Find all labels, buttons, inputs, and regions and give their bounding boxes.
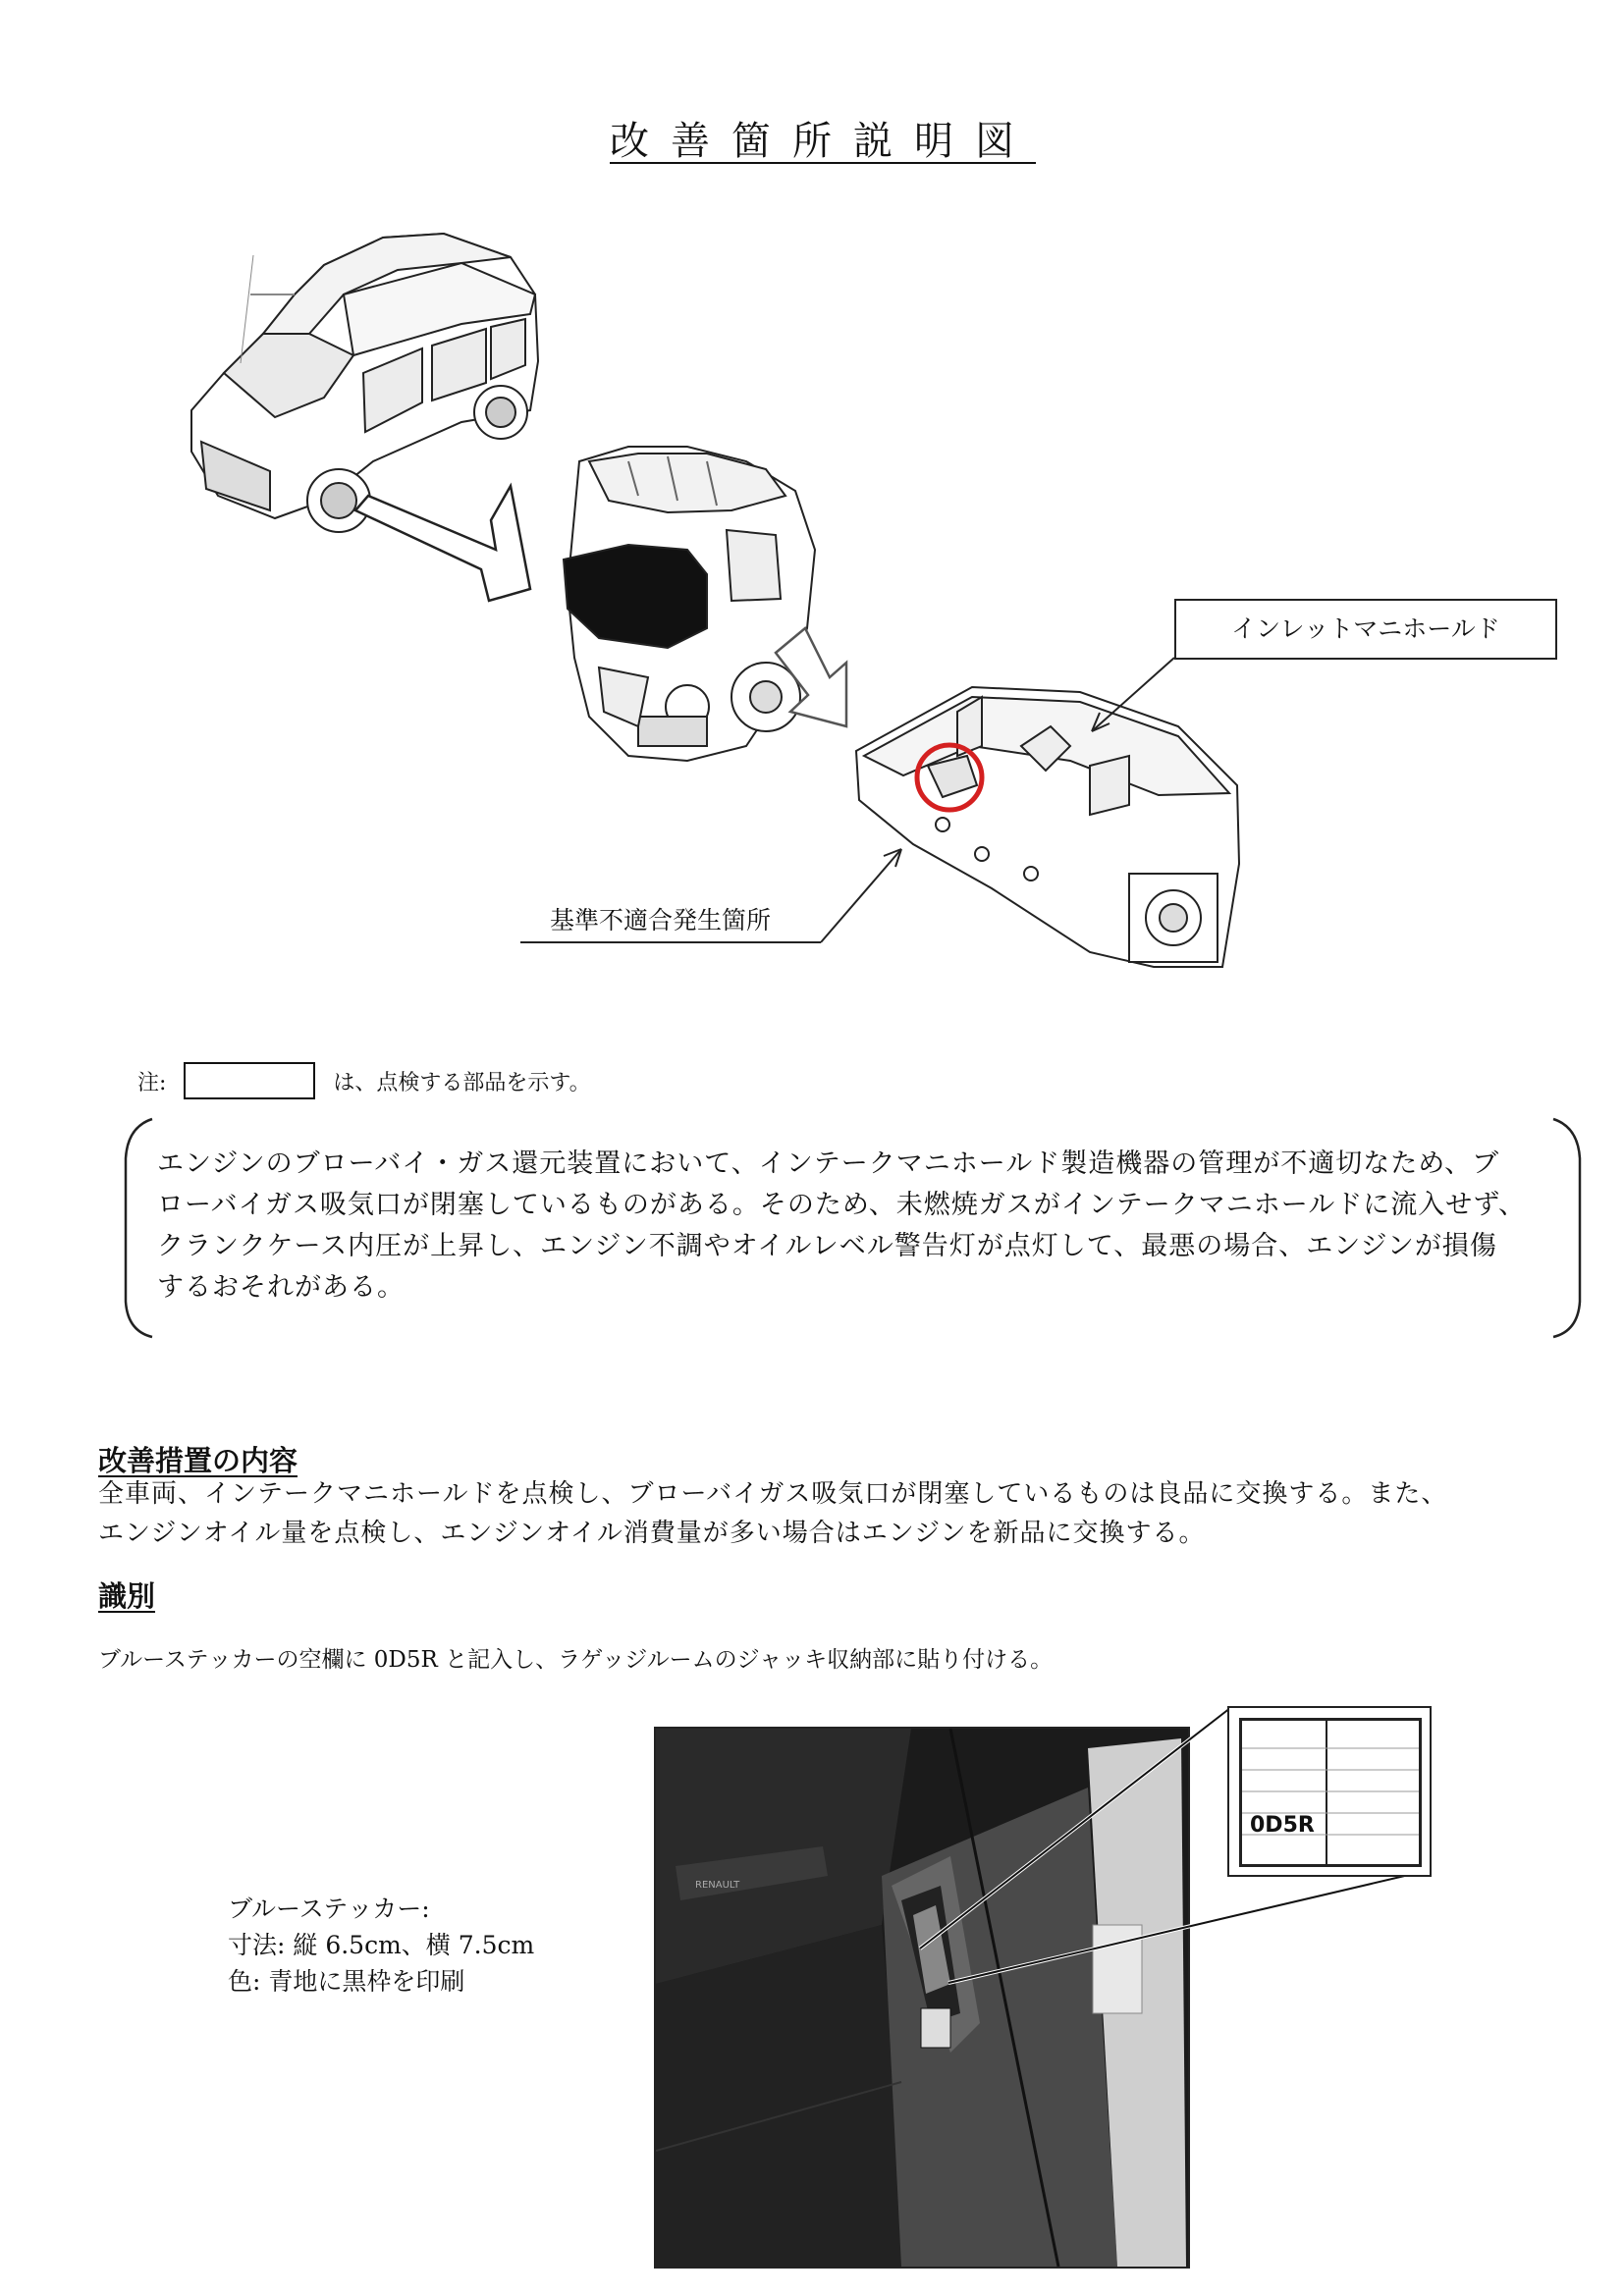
remedy-line: エンジンオイル量を点検し、エンジンオイル消費量が多い場合はエンジンを新品に交換する。 (98, 1519, 1206, 1548)
defect-line: ローバイガス吸気口が閉塞しているものがある。そのため、未燃焼ガスがインテークマニホールドに流入せず、 (157, 1190, 1527, 1220)
defect-line: するおそれがある。 (157, 1272, 405, 1303)
defect-line: クランクケース内圧が上昇し、エンジン不調やオイルレベル警告灯が点灯して、最悪の場合、エンジンが損傷 (157, 1231, 1497, 1261)
remedy-heading: 改善措置の内容 (98, 1444, 298, 1477)
note-suffix: は、点検する部品を示す。 (333, 1070, 591, 1095)
defect-line: エンジンのブローバイ・ガス還元装置において、インテークマニホールド製造機器の管理が不適切なため、ブ (157, 1148, 1500, 1179)
sticker-size: 寸法: 縦 6.5cm、横 7.5cm (228, 1931, 535, 1959)
note-prefix: 注: (137, 1070, 167, 1095)
sticker-code: 0D5R (1250, 1813, 1315, 1838)
identification-text: ブルーステッカーの空欄に 0D5R と記入し、ラゲッジルームのジャッキ収納部に貼り付ける。 (98, 1647, 1054, 1673)
identification-heading: 識別 (98, 1579, 156, 1613)
sticker-label: ブルーステッカー: (228, 1895, 430, 1923)
remedy-line: 全車両、インテークマニホールドを点検し、ブローバイガス吸気口が閉塞しているものは良品に交換する。また、 (98, 1479, 1448, 1509)
sticker-frame (1239, 1718, 1422, 1867)
callout-inlet-manifold: インレットマニホールド (1174, 599, 1557, 660)
blue-sticker-enlarged (1227, 1706, 1432, 1877)
sticker-color: 色: 青地に黒枠を印刷 (228, 1967, 465, 1996)
renault-text: RENAULT (695, 1880, 740, 1891)
page-title: 改善箇所説明図 (610, 119, 1036, 164)
callout-nonconformity: 基準不適合発生箇所 (550, 906, 772, 934)
